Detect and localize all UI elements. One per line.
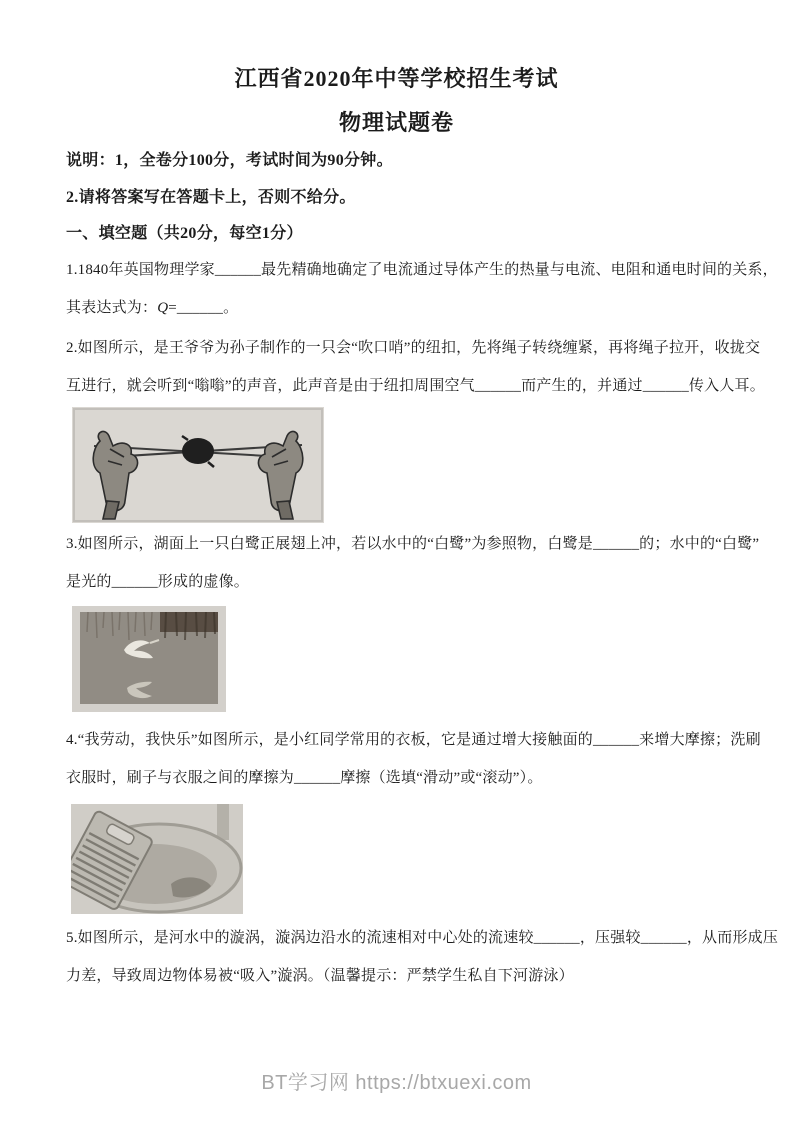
question-3-line-1: 3.如图所示，湖面上一只白鹭正展翅上冲，若以水中的“白鹭”为参照物，白鹭是______的；水中的“白鹭” xyxy=(66,536,760,552)
question-3-line-2: 是光的______形成的虚像。 xyxy=(66,574,250,590)
footer-watermark: BT学习网 https://btxuexi.com xyxy=(261,1072,532,1094)
exam-subtitle: 物理试题卷 xyxy=(338,110,454,135)
question-5-line-2: 力差，导致周边物体易被“吸入”漩涡。（温馨提示：严禁学生私自下河游泳） xyxy=(66,968,574,984)
question-4-line-1: 4.“我劳动，我快乐”如图所示，是小红同学常用的衣板，它是通过增大接触面的______来增大摩擦；洗刷 xyxy=(66,732,761,748)
dark-reed-bank xyxy=(160,612,218,632)
exam-note-1: 说明：1，全卷分100分，考试时间为90分钟。 xyxy=(66,152,393,169)
egret-reflection-figure xyxy=(72,606,226,712)
question-1-line-1: 1.1840年英国物理学家______最先精确地确定了电流通过导体产生的热量与电流、电阻和通电时间的关系， xyxy=(66,262,778,278)
question-2-line-2: 互进行，就会听到“嗡嗡”的声音，此声音是由于纽扣周围空气______而产生的，并通过______传入人耳。 xyxy=(66,378,765,394)
exam-note-2: 2.请将答案写在答题卡上，否则不给分。 xyxy=(66,189,356,206)
formula-symbol-Q: Q xyxy=(157,300,169,316)
question-4-line-2: 衣服时，刷子与衣服之间的摩擦为______摩擦（选填“滑动”或“滚动”）。 xyxy=(66,770,543,786)
washboard-figure xyxy=(71,804,243,914)
question-2-line-1: 2.如图所示，是王爷爷为孙子制作的一只会“吹口哨”的纽扣，先将绳子转绕缠紧，再将绳子拉开，收拢交 xyxy=(66,340,761,356)
question-1-formula-line xyxy=(66,296,238,317)
formula-prefix: 其表达式为： xyxy=(66,300,158,316)
button-whistle-figure xyxy=(72,407,324,523)
section-heading-fill-in-blanks: 一、填空题（共20分，每空1分） xyxy=(66,225,303,242)
exam-title: 江西省2020年中等学校招生考试 xyxy=(234,66,559,91)
question-5-line-1: 5.如图所示，是河水中的漩涡，漩涡边沿水的流速相对中心处的流速较______，压强较______，从而形成压 xyxy=(66,930,779,946)
formula-suffix: =______。 xyxy=(168,300,239,316)
